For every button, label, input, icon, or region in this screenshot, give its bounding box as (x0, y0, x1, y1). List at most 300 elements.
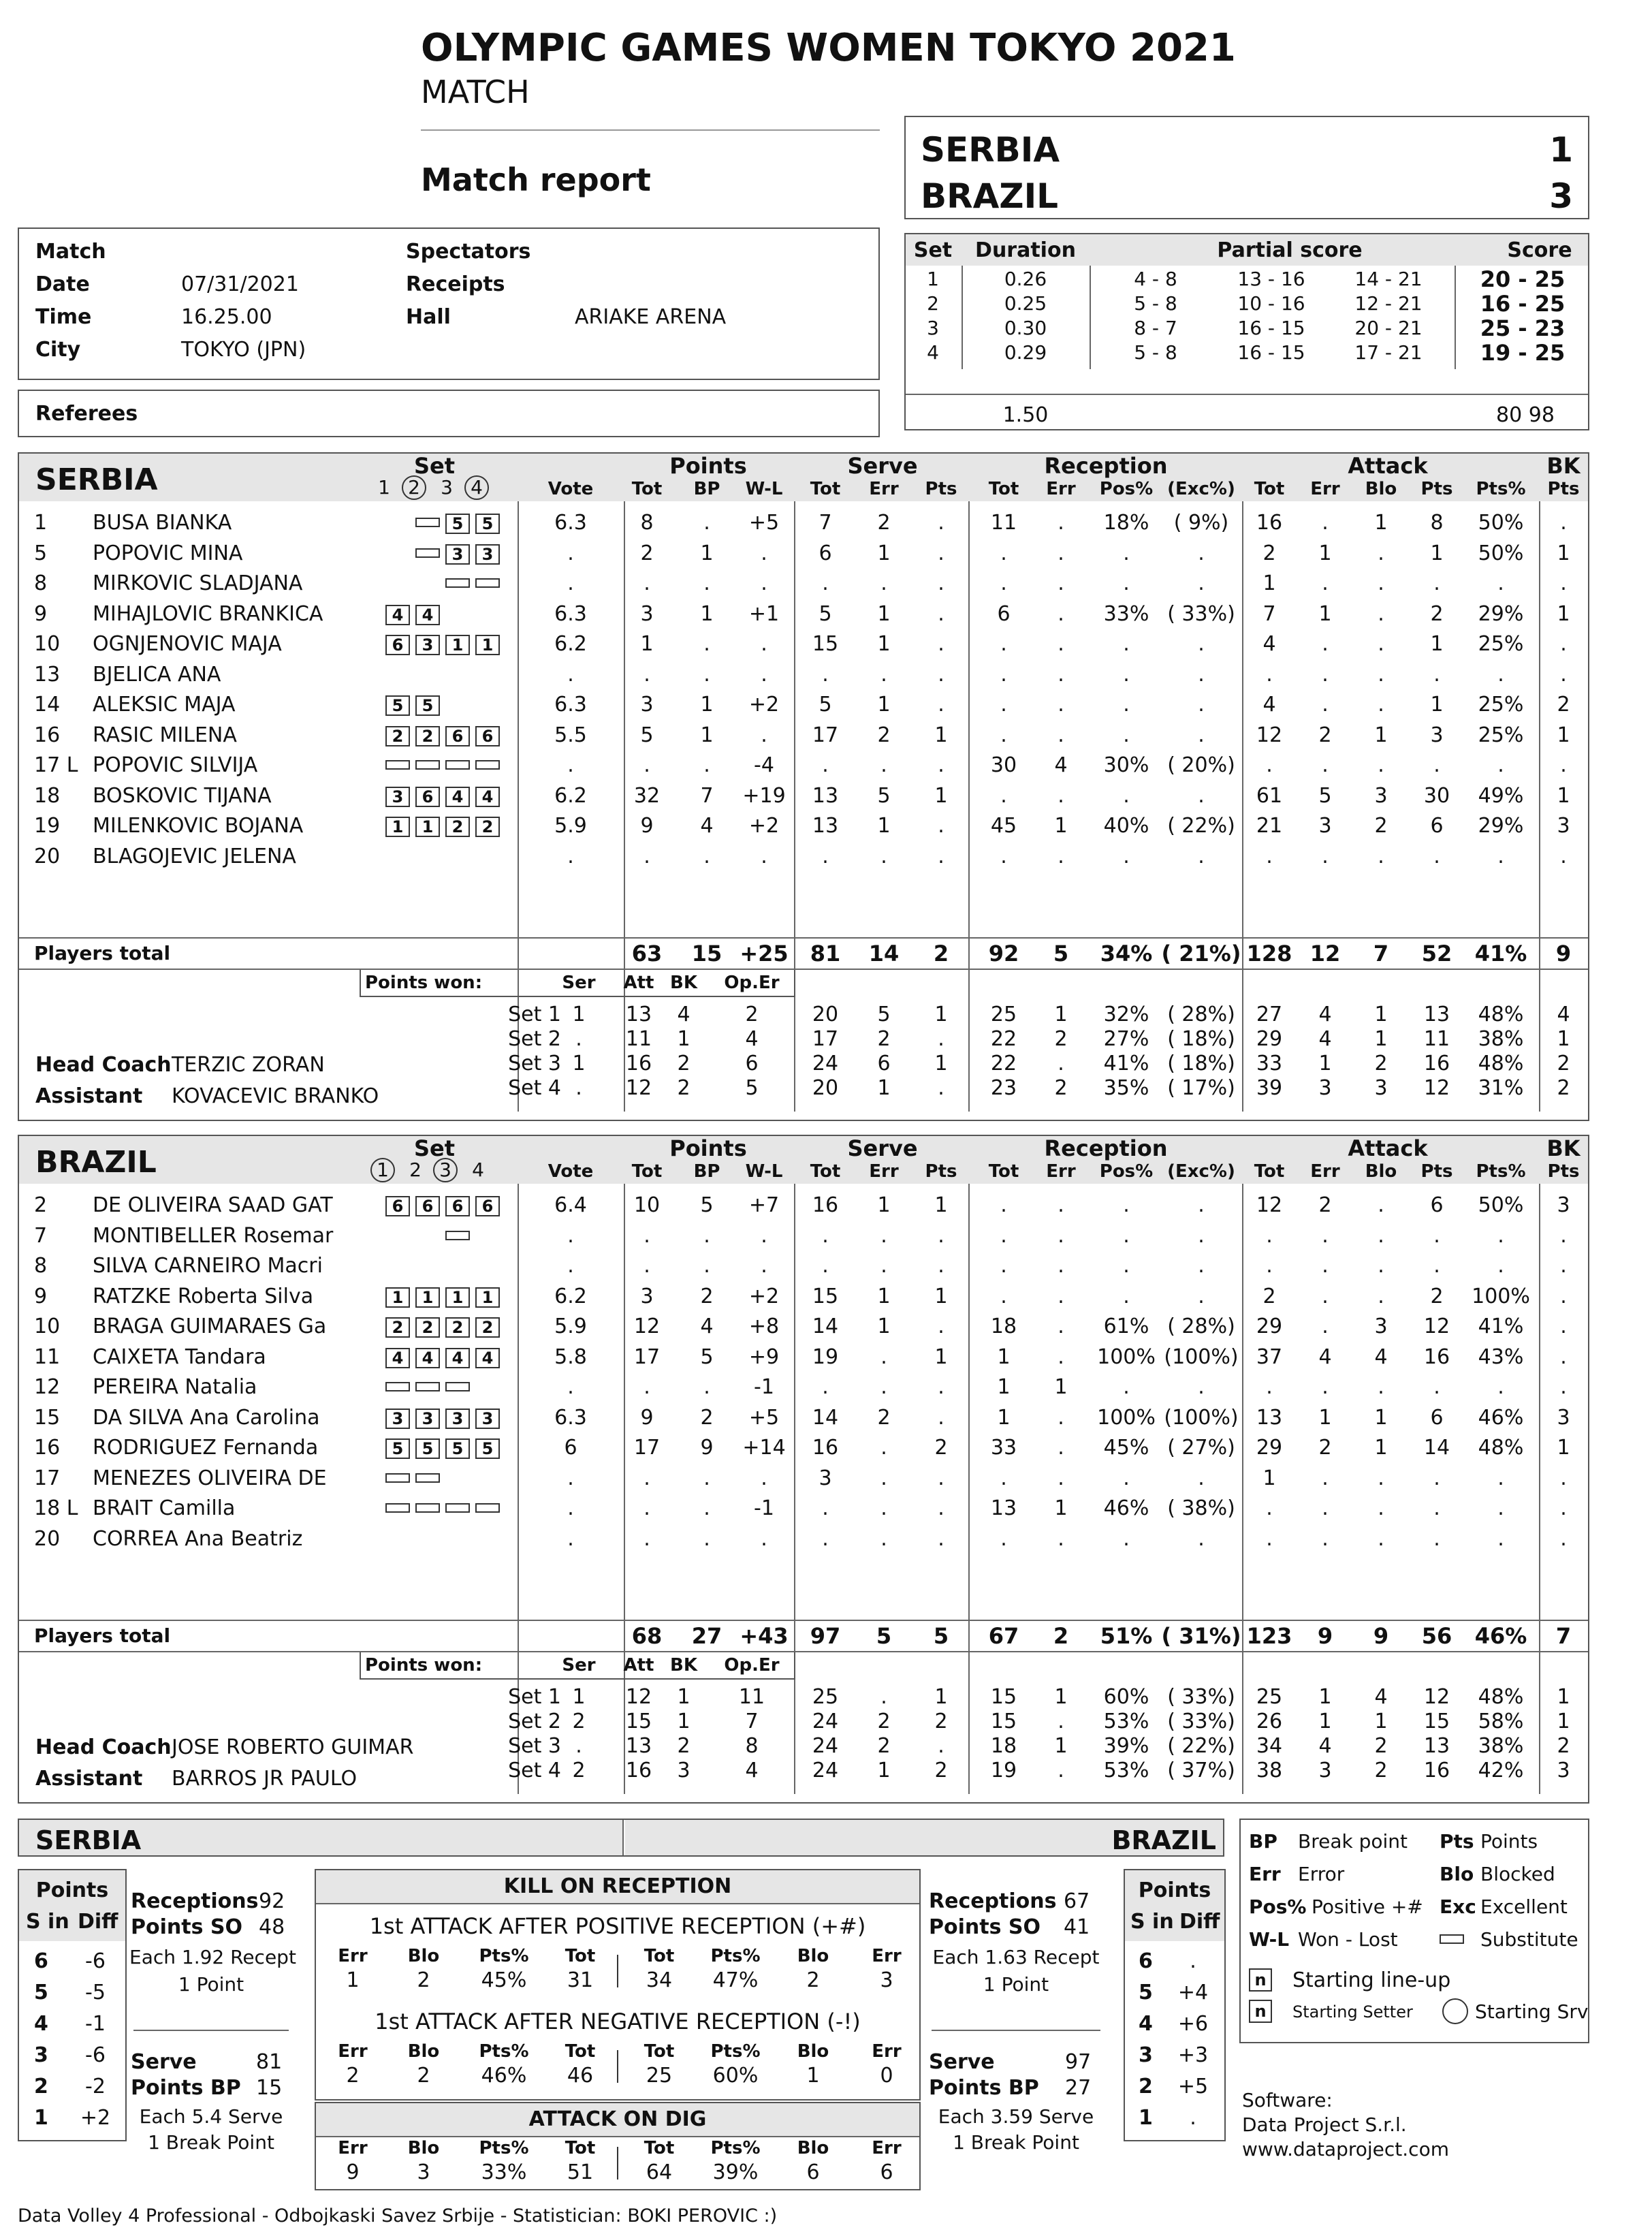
att-err: . (1322, 1466, 1329, 1490)
total-serve-tot: 81 (810, 941, 841, 966)
col-header-ptspct: Pts% (1476, 1161, 1526, 1182)
left-one-break: 1 Break Point (148, 2131, 274, 2154)
starting-position: 2 (475, 817, 500, 837)
points-wl: . (761, 1254, 767, 1278)
total-serve-pts: 5 (933, 1623, 949, 1649)
legend-abbr: W-L (1249, 1928, 1290, 1951)
att-blo: . (1378, 1496, 1384, 1520)
rec-exc: . (1198, 1466, 1205, 1490)
att-err: . (1322, 1223, 1329, 1248)
scoreboard-team2-sets: 3 (1549, 176, 1573, 216)
set-serve-err: 6 (877, 1052, 891, 1075)
set-att-tot: 39 (1256, 1076, 1283, 1100)
substitute-icon (415, 1473, 440, 1483)
att-pct: 25% (1478, 693, 1524, 717)
att-err: . (1322, 753, 1329, 777)
serve-err: 5 (877, 783, 891, 808)
att-blo: 3 (1374, 1315, 1388, 1338)
right-points-bp-label: Points BP (929, 2076, 1039, 2100)
att-pct: 29% (1478, 601, 1524, 626)
rec-err: . (1058, 601, 1064, 626)
points-bp: 2 (700, 1284, 714, 1308)
set-rec-tot: 19 (990, 1759, 1017, 1782)
serve-err: 1 (877, 1193, 891, 1217)
rec-err: . (1058, 1193, 1064, 1217)
player-number: 19 (34, 814, 61, 838)
sin-value: 5 (1139, 1981, 1153, 2004)
points-won-header: Att (623, 1655, 654, 1676)
total-att-tot: 128 (1246, 941, 1292, 966)
serve-tot: 17 (812, 723, 839, 747)
att-blo: . (1378, 1193, 1384, 1217)
starting-position: 1 (385, 1287, 410, 1308)
bk: . (1560, 1254, 1567, 1278)
set-att-pts: 15 (1423, 1710, 1450, 1733)
bk: . (1560, 1344, 1567, 1369)
diff-value: . (1190, 2106, 1196, 2130)
starting-position: 5 (445, 514, 470, 534)
serve-pts: 1 (934, 1344, 948, 1369)
att-pts: . (1433, 1496, 1440, 1520)
serve-pts: . (938, 1375, 944, 1399)
rec-tot: 1 (997, 1375, 1011, 1399)
rec-pos: . (1123, 783, 1130, 808)
att-pct: . (1497, 1466, 1504, 1490)
points-bp: . (703, 844, 710, 868)
points-wl: . (761, 632, 767, 656)
rec-err: . (1058, 1526, 1064, 1551)
pos-header: Tot (644, 1946, 675, 1966)
set-number-header: 1 (378, 476, 390, 499)
player-name: CORREA Ana Beatriz (93, 1526, 303, 1551)
points-won-value: 8 (745, 1734, 759, 1758)
sin-value: 2 (1139, 2075, 1153, 2098)
starting-position: 5 (475, 514, 500, 534)
partial-score: 16 - 15 (1237, 317, 1305, 339)
total-serve-err: 14 (868, 941, 900, 966)
rec-tot: . (1000, 783, 1007, 808)
starting-position: 6 (415, 1196, 440, 1216)
referees-label: Referees (35, 402, 138, 426)
rec-exc: ( 9%) (1173, 511, 1229, 535)
att-err: . (1322, 1526, 1329, 1551)
player-name: MIHAJLOVIC BRANKICA (93, 601, 323, 626)
dig-value: 6 (880, 2160, 893, 2184)
serve-pts: 1 (934, 1193, 948, 1217)
starting-position: 6 (385, 1196, 410, 1216)
att-tot: 2 (1262, 1284, 1276, 1308)
serve-pts: . (938, 571, 944, 595)
att-blo: 1 (1374, 1436, 1388, 1460)
col-header-tot: Tot (1254, 1161, 1285, 1182)
set-rec-exc: ( 17%) (1167, 1076, 1235, 1100)
starting-position: 2 (475, 1317, 500, 1338)
serve-err: 2 (877, 723, 891, 747)
points-tot: . (644, 571, 650, 595)
rec-tot: . (1000, 632, 1007, 656)
serve-pts: . (938, 844, 944, 868)
set-att-err: 3 (1318, 1759, 1332, 1782)
att-pts: . (1433, 1375, 1440, 1399)
assistant-label: Assistant (35, 1084, 143, 1108)
points-bp: . (703, 1466, 710, 1490)
substitute-icon (445, 1231, 470, 1240)
rec-exc: . (1198, 1223, 1205, 1248)
col-header-pos: Pos% (1099, 1161, 1154, 1182)
right-so-bp (927, 1880, 1105, 2154)
serve-pts: . (938, 1496, 944, 1520)
vote: . (567, 1223, 574, 1248)
set-row-label: Set 4 (508, 1759, 561, 1782)
serve-tot: . (822, 1526, 829, 1551)
att-pts: 6 (1430, 1405, 1444, 1430)
col-header-tot: Tot (631, 1161, 663, 1182)
dig-value: 3 (417, 2160, 430, 2184)
partial-score: 17 - 21 (1354, 341, 1423, 364)
points-won-label: Points won: (365, 973, 483, 993)
points-bp: 4 (700, 814, 714, 838)
att-err: . (1322, 662, 1329, 687)
set-rec-tot: 22 (990, 1052, 1017, 1075)
att-blo: . (1378, 1466, 1384, 1490)
rec-pos: . (1123, 662, 1130, 687)
dig-header: Tot (565, 2138, 596, 2158)
left-diff-label: Diff (78, 1910, 118, 1934)
set-rec-tot: 15 (990, 1710, 1017, 1733)
set-rec-pos: 60% (1103, 1685, 1149, 1709)
player-number: 8 (34, 571, 48, 595)
points-won-value: 2 (572, 1710, 586, 1733)
points-wl: +5 (748, 511, 780, 535)
set-att-blo: 3 (1374, 1076, 1388, 1100)
sets-header-duration: Duration (975, 238, 1076, 262)
serve-err: . (880, 1375, 887, 1399)
substitute-icon (385, 760, 410, 770)
hall-label: Hall (406, 305, 451, 329)
set-att-err: 4 (1318, 1027, 1332, 1051)
total-score: 80 98 (1496, 403, 1555, 427)
dig-value: 9 (346, 2160, 360, 2184)
starting-position: 3 (415, 1409, 440, 1429)
att-pct: . (1497, 571, 1504, 595)
neg-title: 1st ATTACK AFTER NEGATIVE RECEPTION (-!) (375, 2009, 861, 2034)
report-label: Match report (421, 161, 651, 198)
starting-position: 6 (475, 726, 500, 746)
rec-exc: ( 38%) (1167, 1496, 1235, 1520)
bk: 2 (1557, 693, 1570, 717)
set-rec-err: 2 (1054, 1027, 1068, 1051)
points-bp: 2 (700, 1405, 714, 1430)
starting-setter-icon: n (1249, 2000, 1272, 2023)
vote: . (567, 662, 574, 687)
set-rec-tot: 23 (990, 1076, 1017, 1100)
legend-desc: Substitute (1480, 1928, 1578, 1951)
col-header-pts: Pts (925, 479, 957, 499)
att-pts: 3 (1430, 723, 1444, 747)
left-points-bp-label: Points BP (131, 2076, 241, 2100)
points-tot: . (644, 1223, 650, 1248)
starting-position: 1 (415, 817, 440, 837)
rec-err: . (1058, 844, 1064, 868)
serve-pts: . (938, 662, 944, 687)
left-serve: 81 (256, 2050, 283, 2074)
att-tot: 12 (1256, 723, 1283, 747)
sets-table (904, 233, 1589, 430)
points-tot: 3 (640, 1284, 654, 1308)
pos-value: 3 (880, 1968, 893, 1992)
rec-err: . (1058, 662, 1064, 687)
sin-value: 6 (34, 1949, 48, 1973)
points-tot: . (644, 1526, 650, 1551)
starting-position: 3 (385, 787, 410, 807)
dig-header: Pts% (479, 2138, 529, 2158)
serve-pts: 1 (934, 783, 948, 808)
total-att-pct: 46% (1474, 1623, 1527, 1649)
starting-srv-icon (1442, 1998, 1468, 2024)
serve-tot: . (822, 753, 829, 777)
starting-position: 1 (445, 1287, 470, 1308)
points-won-value: 2 (677, 1076, 690, 1100)
total-bk: 7 (1555, 1623, 1572, 1649)
att-err: . (1322, 1254, 1329, 1278)
total-rec-exc: ( 31%) (1161, 1623, 1241, 1649)
points-bp: 1 (700, 541, 714, 565)
att-pts: 12 (1423, 1315, 1450, 1338)
set-row-label: Set 1 (508, 1003, 561, 1026)
player-name: BRAGA GUIMARAES Ga (93, 1315, 327, 1338)
partial-score: 4 - 8 (1134, 268, 1177, 290)
serve-pts: . (938, 1315, 944, 1338)
date-label: Date (35, 272, 90, 296)
att-tot: . (1266, 753, 1273, 777)
starting-position: 3 (385, 1409, 410, 1429)
right-each-rec: Each 1.63 Recept (932, 1946, 1100, 1968)
set-duration: 0.25 (1004, 292, 1047, 315)
left-each-rec: Each 1.92 Recept (129, 1946, 296, 1968)
att-err: 1 (1318, 601, 1332, 626)
set-att-pts: 16 (1423, 1052, 1450, 1075)
player-name: OGNJENOVIC MAJA (93, 632, 282, 656)
serve-err: 1 (877, 1284, 891, 1308)
set-att-blo: 2 (1374, 1759, 1388, 1782)
pos-title: 1st ATTACK AFTER POSITIVE RECEPTION (+#) (369, 1913, 866, 1939)
partial-score: 8 - 7 (1134, 317, 1177, 339)
points-won-label: Points won: (365, 1655, 483, 1676)
total-rec-exc: ( 21%) (1161, 941, 1241, 966)
set-att-pts: 12 (1423, 1685, 1450, 1709)
col-header-err: Err (1310, 1161, 1340, 1182)
rec-pos: . (1123, 1254, 1130, 1278)
set-att-blo: 4 (1374, 1685, 1388, 1709)
serve-tot: . (822, 1375, 829, 1399)
points-tot: . (644, 1375, 650, 1399)
att-pts: . (1433, 844, 1440, 868)
starting-position: 5 (415, 695, 440, 716)
att-pct: 100% (1472, 1284, 1530, 1308)
rec-tot: . (1000, 1254, 1007, 1278)
summary-teams-bar (18, 1819, 1224, 1857)
scoreboard (904, 116, 1589, 219)
set-serve-pts: 2 (934, 1710, 948, 1733)
att-pct: 25% (1478, 632, 1524, 656)
set-score: 16 - 25 (1480, 291, 1566, 317)
total-att-blo: 7 (1373, 941, 1389, 966)
col-header-err: Err (1310, 479, 1340, 499)
pos-value: 45% (481, 1968, 527, 1992)
serve-pts: . (938, 601, 944, 626)
bk: . (1560, 1375, 1567, 1399)
rec-pos: 30% (1103, 753, 1149, 777)
points-won-value: 2 (745, 1003, 759, 1026)
starting-position: 5 (475, 1438, 500, 1459)
points-won-value: 16 (625, 1759, 652, 1782)
partial-score: 10 - 16 (1237, 292, 1305, 315)
serve-tot: 15 (812, 1284, 839, 1308)
points-won-header: Att (623, 973, 654, 993)
bk: 1 (1557, 723, 1570, 747)
points-bp: . (703, 1223, 710, 1248)
points-wl: +2 (748, 1284, 780, 1308)
att-blo: . (1378, 1526, 1384, 1551)
player-number: 18 L (34, 1496, 78, 1520)
points-won-value: 11 (738, 1685, 765, 1709)
rec-pos: 100% (1097, 1405, 1156, 1430)
total-points-bp: 27 (691, 1623, 722, 1649)
serve-err: . (880, 1526, 887, 1551)
player-name: RODRIGUEZ Fernanda (93, 1436, 319, 1460)
vote: . (567, 571, 574, 595)
att-pct: . (1497, 1223, 1504, 1248)
set-rec-pos: 53% (1103, 1759, 1149, 1782)
rec-err: . (1058, 1284, 1064, 1308)
set-score: 25 - 23 (1480, 315, 1566, 341)
set-att-pts: 16 (1423, 1759, 1450, 1782)
right-each-serve: Each 3.59 Serve (938, 2105, 1094, 2128)
points-won-value: 13 (625, 1003, 652, 1026)
rec-exc: . (1198, 1284, 1205, 1308)
legend-desc: Positive +# (1312, 1895, 1423, 1918)
att-err: 2 (1318, 1436, 1332, 1460)
set-rec-pos: 27% (1103, 1027, 1149, 1051)
set-rec-exc: ( 28%) (1167, 1003, 1235, 1026)
set-serve-tot: 20 (812, 1076, 839, 1100)
vote: 6.3 (554, 693, 587, 717)
set-att-pct: 42% (1478, 1759, 1524, 1782)
col-group-points: Points (669, 1135, 747, 1161)
rec-exc: ( 33%) (1167, 601, 1235, 626)
serve-err: 1 (877, 632, 891, 656)
points-bp: 1 (700, 693, 714, 717)
vote: 6.2 (554, 1284, 587, 1308)
points-wl: . (761, 1466, 767, 1490)
pos-value: 31 (567, 1968, 594, 1992)
set-att-blo: 1 (1374, 1027, 1388, 1051)
pos-header: Blo (797, 1946, 829, 1966)
set-att-pct: 38% (1478, 1734, 1524, 1758)
att-tot: 4 (1262, 632, 1276, 656)
set-att-tot: 38 (1256, 1759, 1283, 1782)
head-coach-name: TERZIC ZORAN (172, 1053, 325, 1077)
vote: . (567, 844, 574, 868)
player-name: BOSKOVIC TIJANA (93, 783, 272, 808)
player-number: 20 (34, 844, 61, 868)
total-rec-err: 2 (1053, 1623, 1069, 1649)
col-header-pts: Pts (925, 1161, 957, 1182)
set-serve-err: . (880, 1685, 887, 1709)
serve-err: 2 (877, 1405, 891, 1430)
att-pct: 48% (1478, 1436, 1524, 1460)
att-tot: 29 (1256, 1436, 1283, 1460)
vote: . (567, 1496, 574, 1520)
points-won-value: 2 (572, 1759, 586, 1782)
pos-header: Tot (565, 1946, 596, 1966)
rec-pos: . (1123, 1466, 1130, 1490)
rec-pos: . (1123, 1375, 1130, 1399)
sin-value: 1 (1139, 2106, 1153, 2130)
sin-value: 5 (34, 1981, 48, 2004)
starting-position: 1 (385, 817, 410, 837)
set-serve-pts: . (938, 1027, 944, 1051)
col-group-points: Points (669, 453, 747, 479)
legend-abbr: Blo (1440, 1863, 1474, 1885)
starting-position: 2 (385, 726, 410, 746)
att-blo: . (1378, 1254, 1384, 1278)
col-group-reception: Reception (1044, 453, 1168, 479)
sin-value: 3 (1139, 2043, 1153, 2067)
rec-err: . (1058, 1344, 1064, 1369)
diff-value: +4 (1177, 1981, 1209, 2004)
total-rec-pos: 51% (1100, 1623, 1153, 1649)
rec-exc: . (1198, 1375, 1205, 1399)
col-header-err: Err (1046, 479, 1076, 499)
points-won-value: 12 (625, 1685, 652, 1709)
points-won-value: 11 (625, 1027, 652, 1051)
points-won-header: BK (670, 973, 697, 993)
starting-position: 4 (445, 1348, 470, 1368)
starting-position: 6 (415, 787, 440, 807)
points-won-value: 1 (572, 1003, 586, 1026)
neg-header: Err (872, 2041, 902, 2062)
att-blo: . (1378, 662, 1384, 687)
serve-tot: . (822, 571, 829, 595)
att-err: 1 (1318, 1405, 1332, 1430)
player-number: 16 (34, 1436, 61, 1460)
pos-value: 34 (646, 1968, 673, 1992)
points-wl: . (761, 1223, 767, 1248)
serve-tot: 14 (812, 1405, 839, 1430)
points-tot: 9 (640, 814, 654, 838)
att-pct: . (1497, 844, 1504, 868)
att-err: 5 (1318, 783, 1332, 808)
points-wl: . (761, 723, 767, 747)
player-number: 10 (34, 632, 61, 656)
neg-header: Pts% (479, 2041, 529, 2062)
set-att-pts: 13 (1423, 1734, 1450, 1758)
att-blo: 2 (1374, 814, 1388, 838)
receipts-label: Receipts (406, 272, 505, 296)
player-number: 17 (34, 1466, 61, 1490)
rec-err: . (1058, 511, 1064, 535)
substitute-icon (385, 1473, 410, 1483)
set-att-err: 1 (1318, 1685, 1332, 1709)
att-err: 2 (1318, 1193, 1332, 1217)
set-att-tot: 26 (1256, 1710, 1283, 1733)
col-header-tot: Tot (810, 1161, 841, 1182)
col-header-vote: Vote (547, 1161, 594, 1182)
starting-position: 2 (415, 1317, 440, 1338)
pos-value: 1 (346, 1968, 360, 1992)
spectators-label: Spectators (406, 240, 531, 264)
